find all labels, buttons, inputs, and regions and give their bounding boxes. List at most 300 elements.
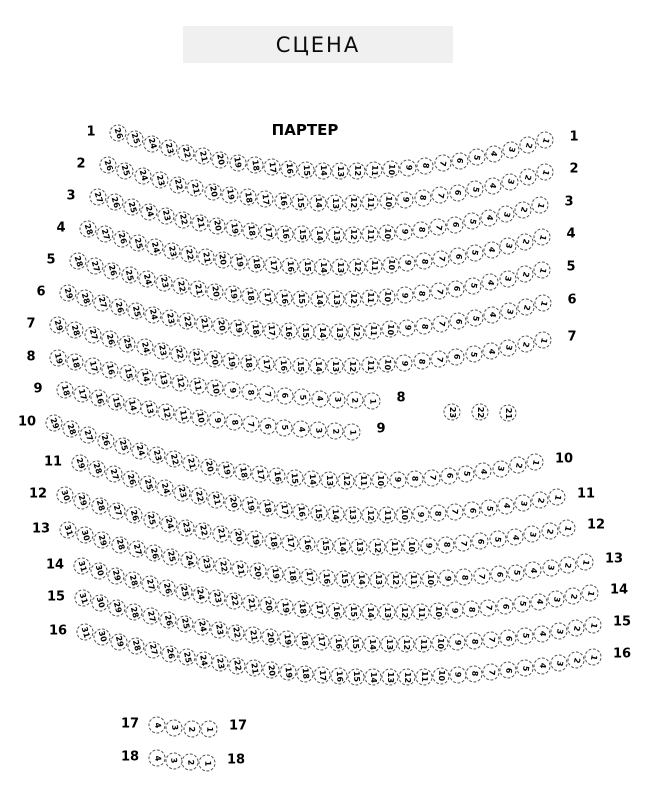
seat[interactable] [500,630,517,647]
seat[interactable] [385,538,402,555]
seat[interactable] [90,390,107,407]
seat[interactable] [225,414,242,431]
seat[interactable] [279,631,296,648]
seat[interactable] [314,324,331,341]
seat[interactable] [260,597,277,614]
seat[interactable] [183,455,200,472]
seat[interactable] [483,631,500,648]
seat[interactable] [485,145,502,162]
seat[interactable] [518,299,535,316]
seat[interactable] [141,400,158,417]
seat[interactable] [396,355,413,372]
seat[interactable] [541,523,558,540]
seat[interactable] [465,346,482,363]
seat[interactable] [517,627,534,644]
seat[interactable] [344,424,361,441]
seat[interactable] [77,527,94,544]
seat[interactable] [194,618,211,635]
seat[interactable] [293,503,310,520]
seat[interactable] [260,224,277,241]
seat[interactable] [243,595,260,612]
seat[interactable] [87,258,104,275]
seat[interactable] [430,283,447,300]
seat[interactable] [475,463,492,480]
seat[interactable] [97,432,114,449]
seat[interactable] [149,750,166,767]
seat[interactable] [199,755,216,772]
seat[interactable] [158,580,175,597]
seat[interactable] [389,471,406,488]
seat[interactable] [344,194,361,211]
seat[interactable] [294,389,311,406]
seat[interactable] [565,588,582,605]
seat[interactable] [361,357,378,374]
seat[interactable] [164,243,181,260]
seat[interactable] [124,397,141,414]
seat[interactable] [208,491,225,508]
seat[interactable] [259,289,276,306]
seat[interactable] [551,623,568,640]
seat[interactable] [107,394,124,411]
seat[interactable] [178,313,195,330]
seat[interactable] [449,634,466,651]
seat[interactable] [396,223,413,240]
seat[interactable] [192,214,209,231]
seat[interactable] [161,140,178,157]
seat[interactable] [89,460,106,477]
seat[interactable] [456,569,473,586]
seat[interactable] [399,319,416,336]
seat[interactable] [349,258,366,275]
seat[interactable] [379,225,396,242]
seat[interactable] [455,535,472,552]
seat[interactable] [126,507,143,524]
seat[interactable] [160,515,177,532]
seat[interactable] [364,636,381,653]
seat[interactable] [437,536,454,553]
seat[interactable] [346,392,363,409]
seat[interactable] [60,285,77,302]
seat[interactable] [180,552,197,569]
seat[interactable] [387,571,404,588]
seat[interactable] [535,295,552,312]
seat[interactable] [110,125,127,142]
seat[interactable] [297,324,314,341]
seat[interactable] [446,602,463,619]
seat[interactable] [344,358,361,375]
seat[interactable] [331,324,348,341]
seat[interactable] [534,229,551,246]
seat[interactable] [259,499,276,516]
seat[interactable] [415,636,432,653]
seat[interactable] [439,570,456,587]
seat[interactable] [161,645,178,662]
seat[interactable] [416,253,433,270]
seat[interactable] [320,472,337,489]
seat[interactable] [463,601,480,618]
seat[interactable] [458,465,475,482]
seat[interactable] [311,227,328,244]
seat[interactable] [243,222,260,239]
seat[interactable] [114,437,131,454]
seat[interactable] [110,299,127,316]
seat[interactable] [121,267,138,284]
seat[interactable] [141,203,158,220]
seat[interactable] [330,635,347,652]
seat[interactable] [355,472,372,489]
seat[interactable] [80,427,97,444]
seat[interactable] [517,660,534,677]
seat[interactable] [248,255,265,272]
seat[interactable] [472,533,489,550]
seat[interactable] [483,664,500,681]
seat[interactable] [276,419,293,436]
seat[interactable] [178,519,195,536]
seat[interactable] [399,254,416,271]
seat[interactable] [400,159,417,176]
seat[interactable] [136,339,153,356]
seat[interactable] [484,177,501,194]
seat[interactable] [166,719,183,736]
seat[interactable] [93,294,110,311]
seat[interactable] [413,285,430,302]
seat[interactable] [245,627,262,644]
seat[interactable] [137,368,154,385]
seat[interactable] [292,194,309,211]
seat[interactable] [75,590,92,607]
seat[interactable] [74,492,91,509]
seat[interactable] [352,571,369,588]
seat[interactable] [489,531,506,548]
seat[interactable] [415,668,432,685]
seat[interactable] [466,244,483,261]
seat[interactable] [259,386,276,403]
seat[interactable] [226,592,243,609]
seat[interactable] [178,144,195,161]
seat[interactable] [534,657,551,674]
seat[interactable] [398,669,415,686]
seat[interactable] [365,257,382,274]
seat[interactable] [406,470,423,487]
seat[interactable] [46,415,63,432]
seat[interactable] [174,484,191,501]
seat[interactable] [351,538,368,555]
seat[interactable] [101,331,118,348]
seat[interactable] [119,365,136,382]
seat[interactable] [225,494,242,511]
seat[interactable] [280,664,297,681]
seat[interactable] [431,351,448,368]
seat[interactable] [379,288,396,305]
seat[interactable] [515,201,532,218]
seat[interactable] [224,285,241,302]
seat[interactable] [149,447,166,464]
seat[interactable] [123,471,140,488]
seat[interactable] [175,407,192,424]
seat[interactable] [188,348,205,365]
seat[interactable] [361,507,378,524]
seat[interactable] [364,393,381,410]
seat[interactable] [106,466,123,483]
seat[interactable] [73,386,90,403]
seat[interactable] [465,277,482,294]
seat[interactable] [127,303,144,320]
seat[interactable] [303,471,320,488]
seat[interactable] [229,154,246,171]
seat[interactable] [502,173,519,190]
seat[interactable] [344,603,361,620]
seat[interactable] [527,454,544,471]
seat[interactable] [568,652,585,669]
seat[interactable] [335,570,352,587]
seat[interactable] [90,562,107,579]
seat[interactable] [366,162,383,179]
seat[interactable] [126,604,143,621]
seat[interactable] [172,374,189,391]
seat[interactable] [297,162,314,179]
seat[interactable] [467,310,484,327]
seat[interactable] [500,339,517,356]
seat[interactable] [383,161,400,178]
seat[interactable] [344,506,361,523]
seat[interactable] [370,571,387,588]
seat[interactable] [327,195,344,212]
seat[interactable] [379,193,396,210]
seat[interactable] [104,262,121,279]
seat[interactable] [149,717,166,734]
seat[interactable] [212,151,229,168]
seat[interactable] [200,458,217,475]
seat[interactable] [432,635,449,652]
seat[interactable] [195,522,212,539]
seat[interactable] [514,595,531,612]
seat[interactable] [204,183,221,200]
seat[interactable] [169,176,186,193]
seat[interactable] [429,603,446,620]
seat[interactable] [468,149,485,166]
seat[interactable] [537,164,554,181]
seat[interactable] [141,576,158,593]
seat[interactable] [463,502,480,519]
seat[interactable] [531,593,548,610]
seat[interactable] [466,665,483,682]
seat[interactable] [153,342,170,359]
seat[interactable] [413,353,430,370]
seat[interactable] [378,507,395,524]
seat[interactable] [294,226,311,243]
seat[interactable] [144,641,161,658]
seat[interactable] [292,358,309,375]
seat[interactable] [519,169,536,186]
seat[interactable] [264,257,281,274]
seat[interactable] [299,536,316,553]
seat[interactable] [296,632,313,649]
seat[interactable] [128,541,145,558]
seat[interactable] [252,466,269,483]
seat[interactable] [420,537,437,554]
seat[interactable] [231,253,248,270]
seat[interactable] [498,206,515,223]
seat[interactable] [217,461,234,478]
seat[interactable] [72,455,89,472]
seat[interactable] [207,380,224,397]
seat[interactable] [314,162,331,179]
seat[interactable] [318,570,335,587]
seat[interactable] [329,391,346,408]
seat[interactable] [229,319,246,336]
seat[interactable] [344,290,361,307]
seat[interactable] [481,209,498,226]
seat[interactable] [84,326,101,343]
seat[interactable] [92,594,109,611]
seat[interactable] [548,591,565,608]
seat[interactable] [416,318,433,335]
seat[interactable] [57,487,74,504]
seat[interactable] [451,152,468,169]
seat[interactable] [492,460,509,477]
seat[interactable] [280,323,297,340]
seat[interactable] [242,416,259,433]
seat[interactable] [480,500,497,517]
seat[interactable] [480,599,497,616]
seat[interactable] [124,199,141,216]
seat[interactable] [201,721,218,738]
seat[interactable] [239,189,256,206]
seat[interactable] [84,358,101,375]
seat[interactable] [143,511,160,528]
seat[interactable] [113,230,130,247]
seat[interactable] [67,322,84,339]
seat[interactable] [327,358,344,375]
seat[interactable] [286,470,303,487]
seat[interactable] [187,180,204,197]
seat[interactable] [517,233,534,250]
seat[interactable] [448,280,465,297]
seat[interactable] [404,571,421,588]
seat[interactable] [516,266,533,283]
seat[interactable] [190,281,207,298]
seat[interactable] [241,287,258,304]
seat[interactable] [362,226,379,243]
seat[interactable] [313,633,330,650]
seat[interactable] [331,668,348,685]
seat[interactable] [519,137,536,154]
seat[interactable] [191,488,208,505]
seat[interactable] [207,283,224,300]
seat[interactable] [449,184,466,201]
seat[interactable] [450,313,467,330]
seat[interactable] [226,220,243,237]
seat[interactable] [276,501,293,518]
seat[interactable] [311,601,328,618]
seat[interactable] [192,409,209,426]
seat[interactable] [249,563,266,580]
seat[interactable] [534,262,551,279]
seat[interactable] [229,657,246,674]
seat[interactable] [500,405,517,422]
seat[interactable] [372,472,389,489]
seat[interactable] [223,353,240,370]
seat[interactable] [398,636,415,653]
seat[interactable] [157,480,174,497]
seat[interactable] [266,565,283,582]
seat[interactable] [298,258,315,275]
seat[interactable] [310,505,327,522]
seat[interactable] [175,211,192,228]
seat[interactable] [315,259,332,276]
seat[interactable] [77,624,94,641]
seat[interactable] [417,157,434,174]
seat[interactable] [277,599,294,616]
seat[interactable] [482,274,499,291]
seat[interactable] [430,219,447,236]
seat[interactable] [222,186,239,203]
seat[interactable] [152,172,169,189]
seat[interactable] [497,598,514,615]
seat[interactable] [110,633,127,650]
seat[interactable] [140,476,157,493]
seat[interactable] [464,213,481,230]
seat[interactable] [362,194,379,211]
seat[interactable] [74,558,91,575]
seat[interactable] [568,620,585,637]
seat[interactable] [155,274,172,291]
seat[interactable] [215,558,232,575]
seat[interactable] [484,306,501,323]
seat[interactable] [262,629,279,646]
seat[interactable] [183,721,200,738]
seat[interactable] [433,250,450,267]
seat[interactable] [127,130,144,147]
seat[interactable] [381,636,398,653]
seat[interactable] [434,155,451,172]
seat[interactable] [294,600,311,617]
seat[interactable] [280,160,297,177]
seat[interactable] [381,669,398,686]
seat[interactable] [50,350,67,367]
seat[interactable] [143,608,160,625]
seat[interactable] [585,617,602,634]
seat[interactable] [483,343,500,360]
seat[interactable] [195,315,212,332]
seat[interactable] [472,404,489,421]
seat[interactable] [444,404,461,421]
seat[interactable] [467,181,484,198]
seat[interactable] [446,503,463,520]
seat[interactable] [448,348,465,365]
seat[interactable] [490,566,507,583]
seat[interactable] [212,525,229,542]
seat[interactable] [67,354,84,371]
seat[interactable] [365,322,382,339]
seat[interactable] [327,423,344,440]
seat[interactable] [91,497,108,514]
seat[interactable] [361,604,378,621]
seat[interactable] [192,586,209,603]
seat[interactable] [107,194,124,211]
seat[interactable] [432,667,449,684]
seat[interactable] [228,624,245,641]
seat[interactable] [57,382,74,399]
seat[interactable] [447,216,464,233]
seat[interactable] [310,291,327,308]
seat[interactable] [433,315,450,332]
seat[interactable] [297,665,314,682]
seat[interactable] [212,655,229,672]
seat[interactable] [525,562,542,579]
seat[interactable] [208,412,225,429]
seat[interactable] [70,253,87,270]
